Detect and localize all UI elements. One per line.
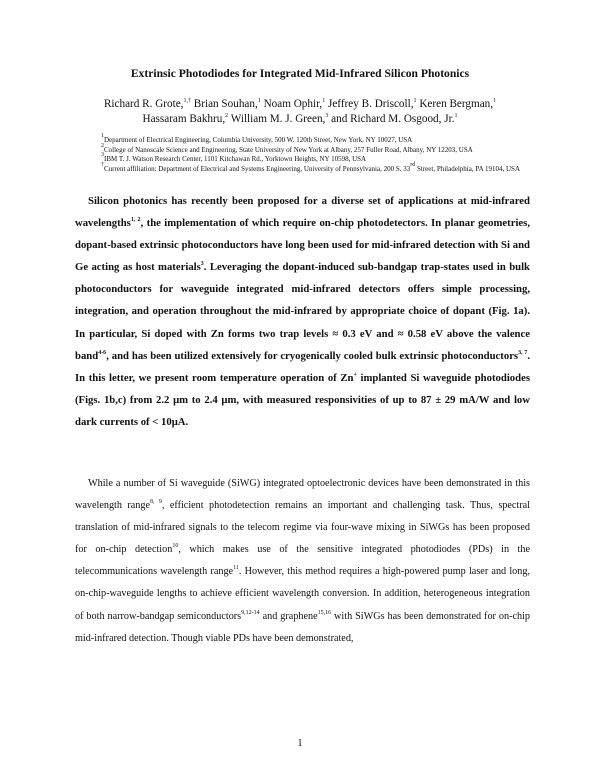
- affiliation-mark: 2: [101, 142, 104, 149]
- author-name: Hassaram Bakhru,: [142, 113, 226, 125]
- author-affiliation-mark: 1: [493, 98, 497, 104]
- author-list: [60, 97, 540, 127]
- affiliation-item: [101, 161, 521, 175]
- abstract-text: implanted Si waveguide photodiodes (Figs. 1b,c) from 2.2 μm to 2.4 μm, with measured responsivities of up to 87 ± 29 mA/W and low dark currents of < 10μA.: [75, 371, 530, 428]
- author-affiliation-mark: 1: [257, 98, 261, 104]
- body-text: with SiWGs has been demonstrated for on-chip mid-infrared detection. Though viable PDs have been demonstrated,: [75, 610, 530, 644]
- citation-ref: 8, 9: [150, 499, 162, 506]
- abstract-text: , the implementation of which require on-chip photodetectors. In planar geometries, dopant-based extrinsic photoconductors have long been used for mid-infrared detection with Si and Ge acting as host materials: [75, 217, 531, 274]
- author-affiliation-mark: 1,†: [183, 98, 191, 104]
- author-affiliation-mark: 2: [225, 113, 229, 119]
- affiliation-text: Street, Philadelphia, PA 19104, USA: [415, 164, 520, 173]
- affiliation-item: [101, 142, 521, 159]
- citation-ref: 4-6: [98, 349, 107, 356]
- abstract-paragraph: [75, 190, 530, 433]
- citation-ref: 3: [200, 261, 204, 268]
- author-name: Noam Ophir,: [260, 98, 323, 110]
- author-affiliation-mark: 1: [322, 98, 326, 104]
- author-affiliation-mark: 1: [454, 113, 458, 119]
- affiliation-text: College of Nanoscale Science and Engineering, State University of New York at Albany, 257 Fuller Road, Albany, NY 12203, USA: [104, 145, 473, 154]
- affiliation-text: Current affiliation: Department of Electrical and Systems Engineering, University of Pennsylvania, 200 S. 33: [104, 164, 411, 173]
- body-paragraph: [75, 473, 530, 650]
- citation-ref: 10: [172, 543, 179, 550]
- abstract-text: Silicon photonics has recently been proposed for a diverse set of applications at mid-infrared wavelengths: [75, 195, 530, 230]
- author-name: Keren Bergman,: [416, 98, 494, 110]
- affiliation-text: IBM T. J. Watson Research Center, 1101 Kitchawan Rd., Yorktown Heights, NY 10598, USA: [104, 155, 367, 164]
- body-text: , efficient photodetection remains an important and challenging task. Thus, spectral translation of mid-infrared signals to the telecom regime via four-wave mixing in SiWGs has been proposed for on-chip detection: [75, 500, 531, 556]
- citation-ref: 3, 7: [518, 349, 528, 356]
- affiliation-text: Department of Electrical Engineering, Columbia University, 500 W. 120th Street, New York, NY 10027, USA: [104, 136, 413, 144]
- body-text: While a number of Si waveguide (SiWG) integrated optoelectronic devices have been demonstrated in this wavelength range: [75, 478, 530, 512]
- author-affiliation-mark: 1: [413, 98, 417, 104]
- author-name: Brian Souhan,: [190, 98, 258, 110]
- abstract-text: . Leveraging the dopant-induced sub-bandgap trap-states used in bulk photoconductors for waveguide integrated mid-infrared detectors offers simple processing, integration, and operation throughout the mid-infrared by appropriate choice of dopant (Fig. 1a). In particular, Si doped with Zn forms two trap levels ≈ 0.3 eV and ≈ 0.58 eV above the valence band: [75, 261, 530, 362]
- body-text: . However, this method requires a high-powered pump laser and long, on-chip-waveguide lengths to achieve efficient wavelength conversion. In addition, heterogeneous integration of both narrow-bandgap semiconductors: [75, 566, 531, 622]
- author-name: Richard R. Grote,: [103, 98, 184, 110]
- body-text: and graphene: [259, 610, 318, 622]
- citation-ref: 9,12-14: [241, 609, 260, 616]
- affiliation-mark: 3: [101, 152, 104, 159]
- author-affiliation-mark: 3: [325, 113, 329, 119]
- ion-charge-mark: +: [353, 371, 357, 378]
- citation-ref: 1, 2: [130, 217, 141, 224]
- page-number: 1: [297, 738, 303, 749]
- citation-ref: 15,16: [317, 609, 332, 616]
- abstract-text: , and has been utilized extensively for cryogenically cooled bulk extrinsic photoconductors: [106, 349, 519, 362]
- author-name: Jeffrey B. Driscoll,: [325, 98, 414, 110]
- affiliation-mark: 1: [101, 133, 104, 139]
- ordinal-suffix: rd: [410, 161, 416, 168]
- affiliation-item: [101, 133, 521, 146]
- body-text: , which makes use of the sensitive integrated photodiodes (PDs) in the telecommunications wavelength range: [75, 544, 530, 578]
- affiliation-list: [101, 133, 521, 174]
- author-name: and Richard M. Osgood, Jr.: [328, 113, 455, 125]
- paper-title: Extrinsic Photodiodes for Integrated Mid-Infrared Silicon Photonics: [130, 67, 470, 80]
- affiliation-item: [101, 152, 521, 165]
- citation-ref: 11: [233, 565, 239, 572]
- abstract-text: . In this letter, we present room temperature operation of Zn: [75, 349, 530, 384]
- author-name: William M. J. Green,: [228, 113, 326, 125]
- affiliation-mark: †: [101, 161, 104, 168]
